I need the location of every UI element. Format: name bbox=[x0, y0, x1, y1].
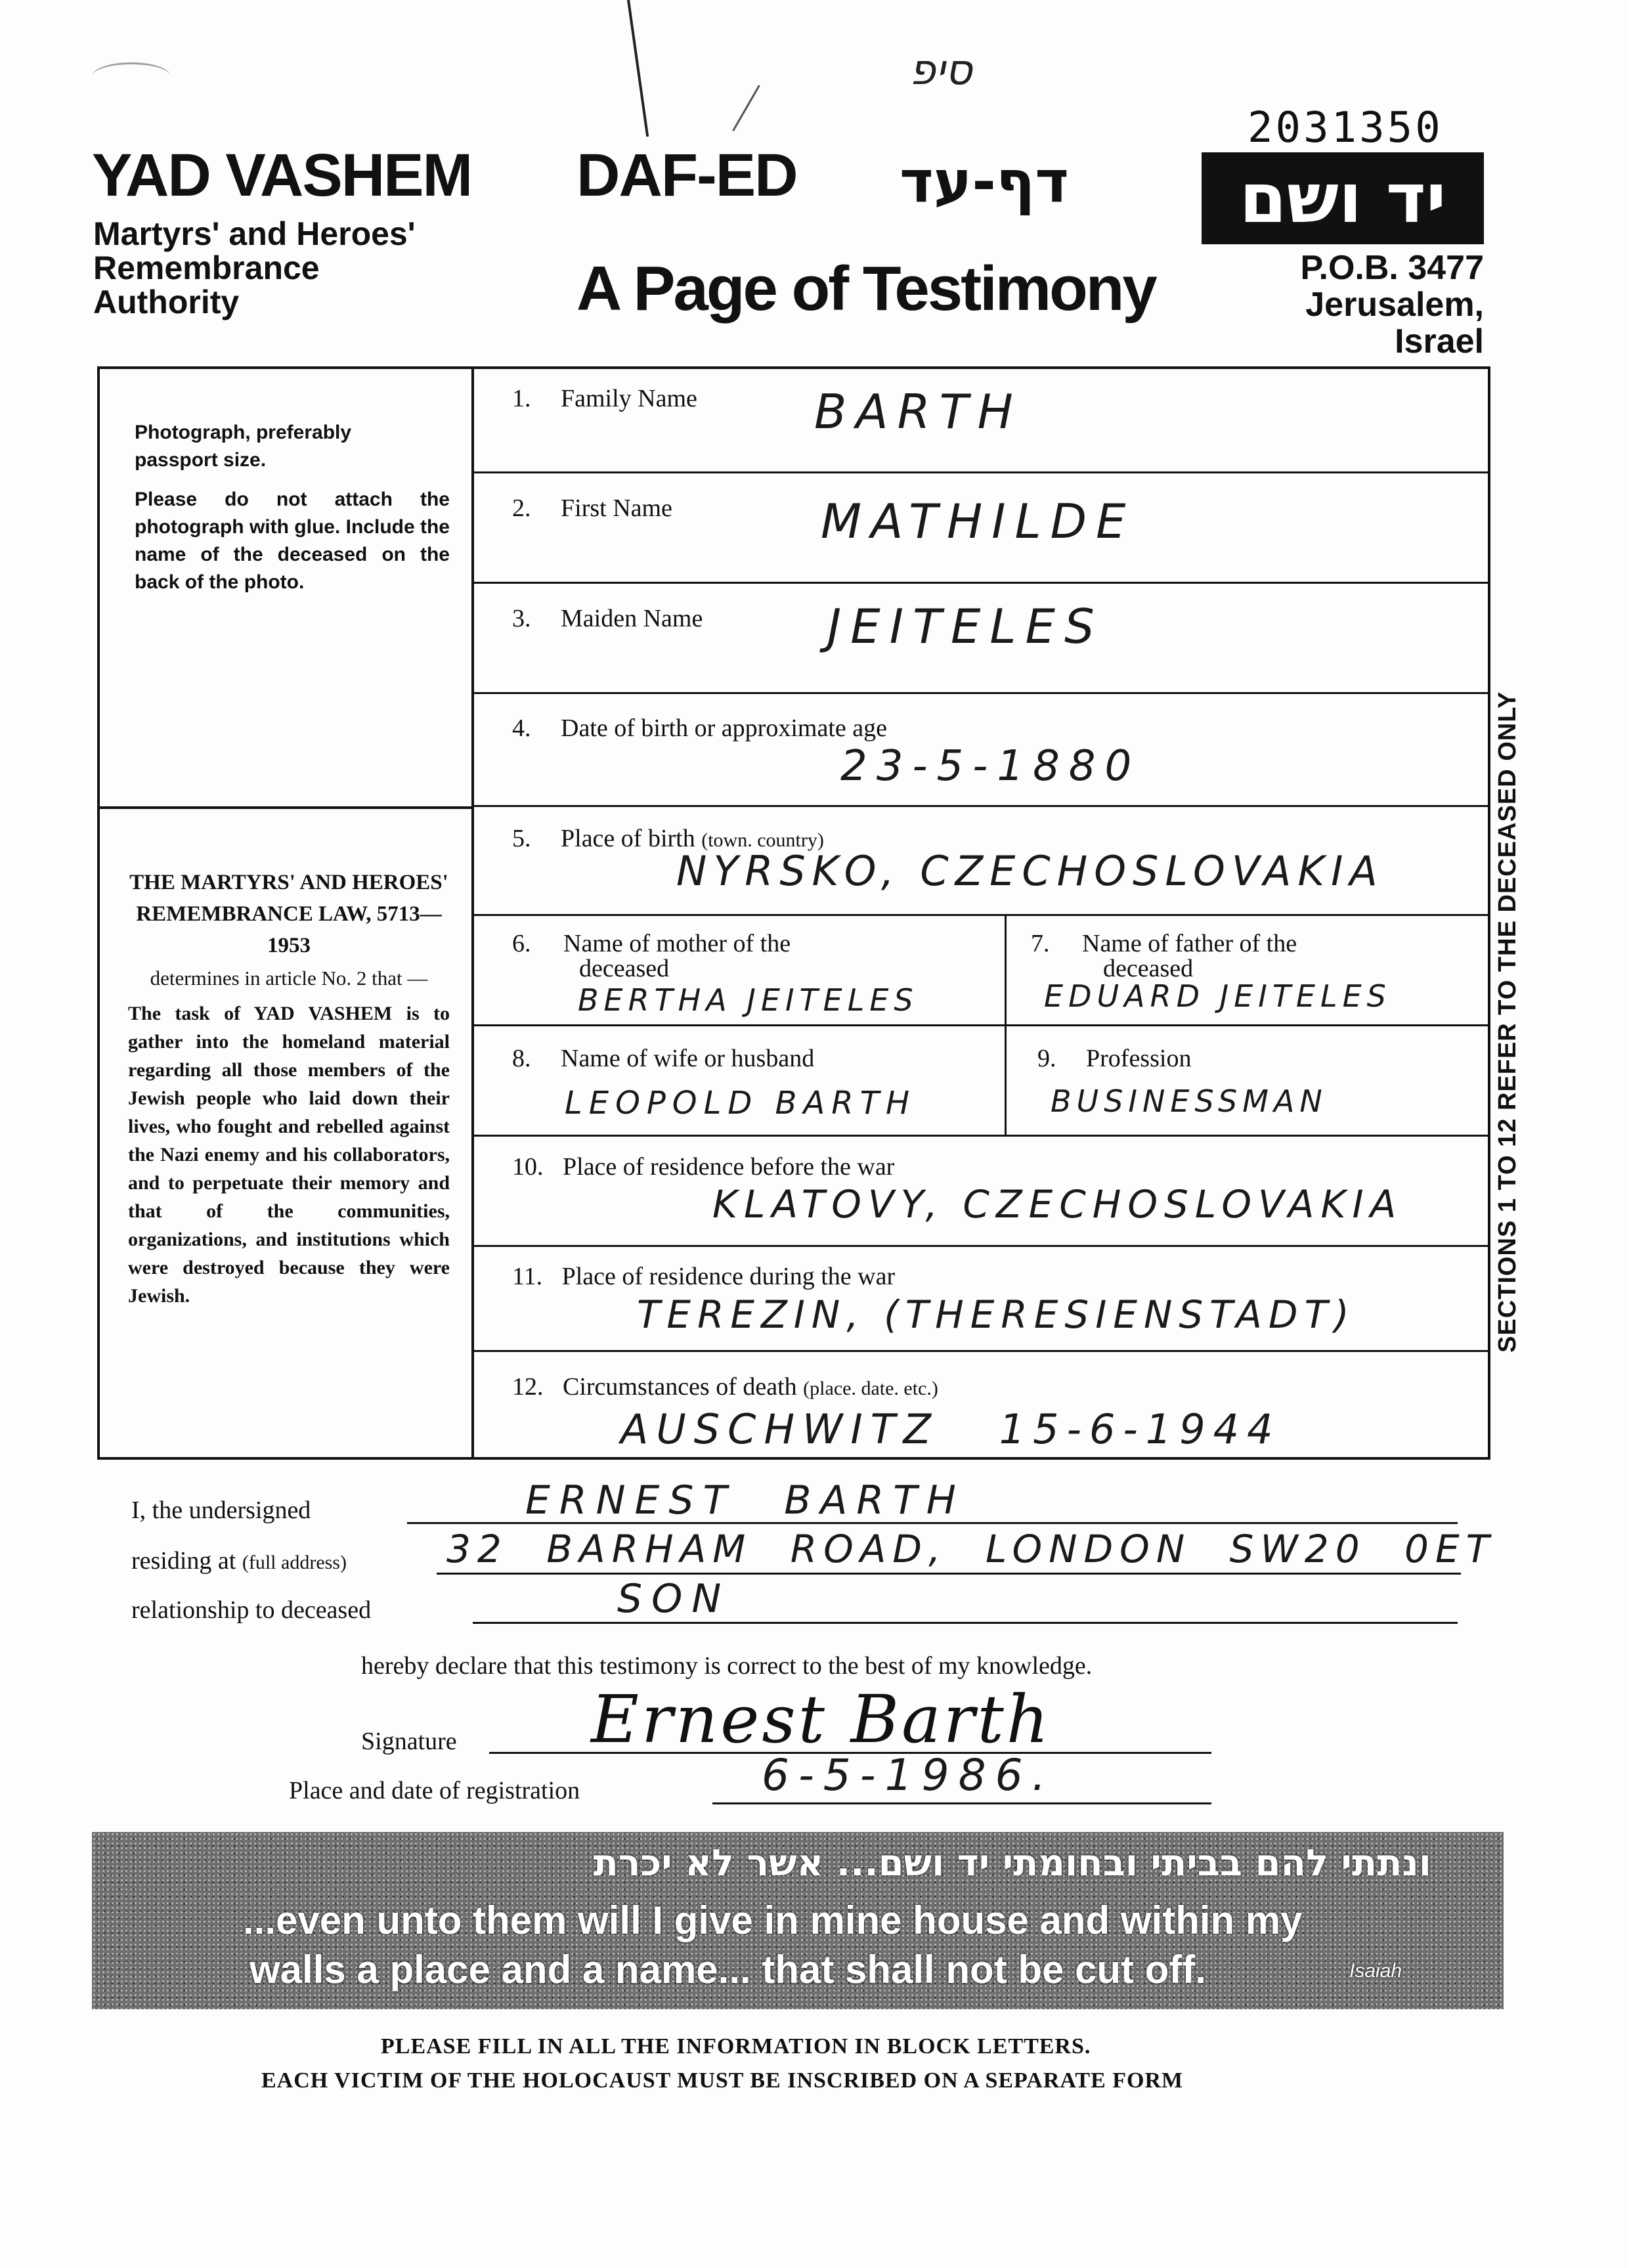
residing-label-text: residing at bbox=[131, 1547, 236, 1575]
field-label: Name of mother of the bbox=[563, 930, 791, 957]
page-title: A Page of Testimony bbox=[576, 253, 1156, 324]
field-number: 6. bbox=[512, 930, 531, 957]
split-divider bbox=[1005, 915, 1007, 1135]
field-number: 1. bbox=[512, 385, 531, 412]
undersigned-label: I, the undersigned bbox=[131, 1496, 311, 1524]
field-number: 4. bbox=[512, 714, 531, 742]
document-number: 2031350 bbox=[1248, 104, 1443, 152]
column-divider bbox=[471, 366, 474, 1460]
relationship-label: relationship to deceased bbox=[131, 1596, 372, 1624]
org-sub-line: Remembrance bbox=[93, 250, 320, 286]
org-sub-line: Martyrs' and Heroes' bbox=[93, 215, 416, 252]
yad-vashem-logo: יד ושם bbox=[1202, 152, 1484, 244]
profession-value[interactable]: BUSINESSMAN bbox=[1051, 1083, 1328, 1119]
father-name-value[interactable]: EDUARD JEITELES bbox=[1044, 978, 1391, 1014]
top-scribble-left bbox=[92, 62, 171, 91]
date-of-birth-value[interactable]: 23-5-1880 bbox=[840, 742, 1141, 791]
field-label: Place of residence before the war bbox=[563, 1153, 895, 1181]
place-of-birth-value[interactable]: NYRSKO, CZECHOSLOVAKIA bbox=[676, 847, 1384, 895]
field-label: Place of birth bbox=[561, 825, 695, 852]
photo-note bbox=[135, 419, 450, 596]
family-name-value[interactable]: BARTH bbox=[814, 384, 1022, 439]
field-6-label bbox=[512, 931, 791, 981]
field-9-label bbox=[1037, 1044, 1191, 1073]
field-label: Date of birth or approximate age bbox=[561, 714, 887, 742]
org-sub-line: Authority bbox=[93, 284, 240, 320]
field-12-label bbox=[512, 1372, 938, 1401]
field-label: First Name bbox=[561, 494, 672, 522]
field-3-label bbox=[512, 604, 703, 633]
field-2-label bbox=[512, 494, 672, 523]
banner-line-2: walls a place and a name... that shall not be cut off. bbox=[250, 1948, 1206, 1992]
residing-value[interactable]: 32 BARHAM ROAD, LONDON SW20 0ET bbox=[446, 1527, 1496, 1571]
field-number: 7. bbox=[1031, 930, 1050, 957]
mother-name-value[interactable]: BERTHA JEITELES bbox=[578, 982, 919, 1018]
quotation-banner bbox=[92, 1832, 1504, 2009]
top-stroke-line bbox=[627, 0, 649, 137]
margin-marks: סיפ bbox=[909, 46, 972, 95]
law-text bbox=[128, 867, 450, 1310]
field-label-hint: (place. date. etc.) bbox=[803, 1378, 938, 1399]
place-date-line bbox=[712, 1802, 1211, 1804]
footer-instruction-1: PLEASE FILL IN ALL THE INFORMATION IN BLOCK LETTERS. bbox=[381, 2034, 1091, 2059]
undersigned-value[interactable]: ERNEST BARTH bbox=[525, 1477, 965, 1523]
field-label: Place of residence during the war bbox=[561, 1263, 896, 1290]
hebrew-title: דף-עד bbox=[900, 148, 1069, 215]
signature-value[interactable]: Ernest Barth bbox=[591, 1681, 1052, 1758]
field-label: Circumstances of death bbox=[563, 1373, 797, 1401]
field-number: 10. bbox=[512, 1153, 544, 1181]
law-title: THE MARTYRS' AND HEROES' REMEMBRANCE LAW, 5713—1953 bbox=[129, 871, 448, 957]
footer-instruction-2: EACH VICTIM OF THE HOLOCAUST MUST BE INSCRIBED ON A SEPARATE FORM bbox=[261, 2068, 1184, 2093]
law-body: The task of YAD VASHEM is to gather into the homeland material regarding all those members of the Jewish people who laid down their lives, who fought and rebelled against the Nazi enemy and his collaborators, and to perpetuate their memory and that of the communities, organizations, and institutions which were destroyed because they were Jewish. bbox=[128, 1003, 450, 1307]
city: Jerusalem, Israel bbox=[1305, 286, 1484, 360]
row-rule bbox=[473, 1350, 1490, 1352]
banner-reference: Isaiah bbox=[1349, 1960, 1402, 1982]
row-rule bbox=[473, 1135, 1490, 1137]
residence-before-war-value[interactable]: KLATOVY, CZECHOSLOVAKIA bbox=[712, 1182, 1403, 1227]
field-label-line2: deceased bbox=[1103, 955, 1194, 982]
first-name-value[interactable]: MATHILDE bbox=[821, 494, 1135, 549]
field-number: 2. bbox=[512, 494, 531, 522]
banner-hebrew: ונתתי להם בביתי ובחומתי יד ושם... אשר לא יכרת bbox=[593, 1842, 1431, 1885]
place-date-value[interactable]: 6-5-1986. bbox=[762, 1750, 1055, 1800]
sections-note-vertical: SECTIONS 1 TO 12 REFER TO THE DECEASED ONLY bbox=[1494, 691, 1521, 1353]
field-number: 11. bbox=[512, 1263, 543, 1290]
banner-line-1: ...even unto them will I give in mine house and within my bbox=[243, 1898, 1303, 1942]
maiden-name-value[interactable]: JEITELES bbox=[827, 599, 1104, 654]
circumstances-of-death-value[interactable]: AUSCHWITZ 15-6-1944 bbox=[620, 1405, 1281, 1453]
field-label: Family Name bbox=[561, 385, 697, 412]
spouse-name-value[interactable]: LEOPOLD BARTH bbox=[565, 1085, 917, 1122]
row-rule bbox=[473, 692, 1490, 694]
row-rule bbox=[473, 582, 1490, 584]
pob-box: P.O.B. 3477 bbox=[1300, 249, 1484, 287]
left-separator bbox=[97, 806, 473, 809]
field-number: 9. bbox=[1037, 1045, 1056, 1072]
field-number: 5. bbox=[512, 825, 531, 852]
org-subtitle bbox=[93, 217, 416, 319]
field-8-label bbox=[512, 1044, 814, 1073]
field-number: 8. bbox=[512, 1045, 531, 1072]
field-10-label bbox=[512, 1152, 894, 1181]
signature-label: Signature bbox=[361, 1728, 457, 1755]
field-number: 3. bbox=[512, 605, 531, 632]
residence-during-war-value[interactable]: TEREZIN, (THERESIENSTADT) bbox=[637, 1292, 1356, 1337]
field-label: Profession bbox=[1086, 1045, 1192, 1072]
daf-ed-title: DAF-ED bbox=[576, 142, 797, 209]
field-4-label bbox=[512, 714, 887, 743]
photo-note-glue: Please do not attach the photograph with glue. Include the name of the deceased on the back of the photo. bbox=[135, 489, 450, 593]
field-label-hint: (town. country) bbox=[701, 829, 824, 851]
row-rule bbox=[473, 471, 1490, 473]
field-label: Maiden Name bbox=[561, 605, 703, 632]
photo-note-size: Photograph, preferably passport size. bbox=[135, 422, 352, 471]
relationship-value[interactable]: SON bbox=[617, 1576, 731, 1622]
field-label: Name of father of the bbox=[1082, 930, 1297, 957]
residing-line bbox=[437, 1573, 1461, 1575]
org-name: YAD VASHEM bbox=[92, 142, 472, 209]
relationship-line bbox=[473, 1622, 1458, 1624]
top-stroke-line-2 bbox=[732, 85, 760, 131]
row-rule bbox=[473, 914, 1490, 916]
law-lead: determines in article No. 2 that — bbox=[150, 967, 428, 990]
field-number: 12. bbox=[512, 1373, 544, 1401]
residing-label-hint: (full address) bbox=[242, 1552, 347, 1573]
field-11-label bbox=[512, 1262, 895, 1291]
place-date-label: Place and date of registration bbox=[289, 1777, 580, 1804]
row-rule bbox=[473, 805, 1490, 807]
field-7-label bbox=[1031, 931, 1297, 981]
field-label-line2: deceased bbox=[579, 955, 670, 982]
row-rule bbox=[473, 1024, 1490, 1026]
field-1-label bbox=[512, 384, 697, 413]
field-label: Name of wife or husband bbox=[561, 1045, 815, 1072]
postal-address bbox=[1221, 250, 1484, 360]
residing-label bbox=[131, 1546, 347, 1575]
row-rule bbox=[473, 1245, 1490, 1247]
declaration-statement: hereby declare that this testimony is correct to the best of my knowledge. bbox=[361, 1652, 1093, 1680]
